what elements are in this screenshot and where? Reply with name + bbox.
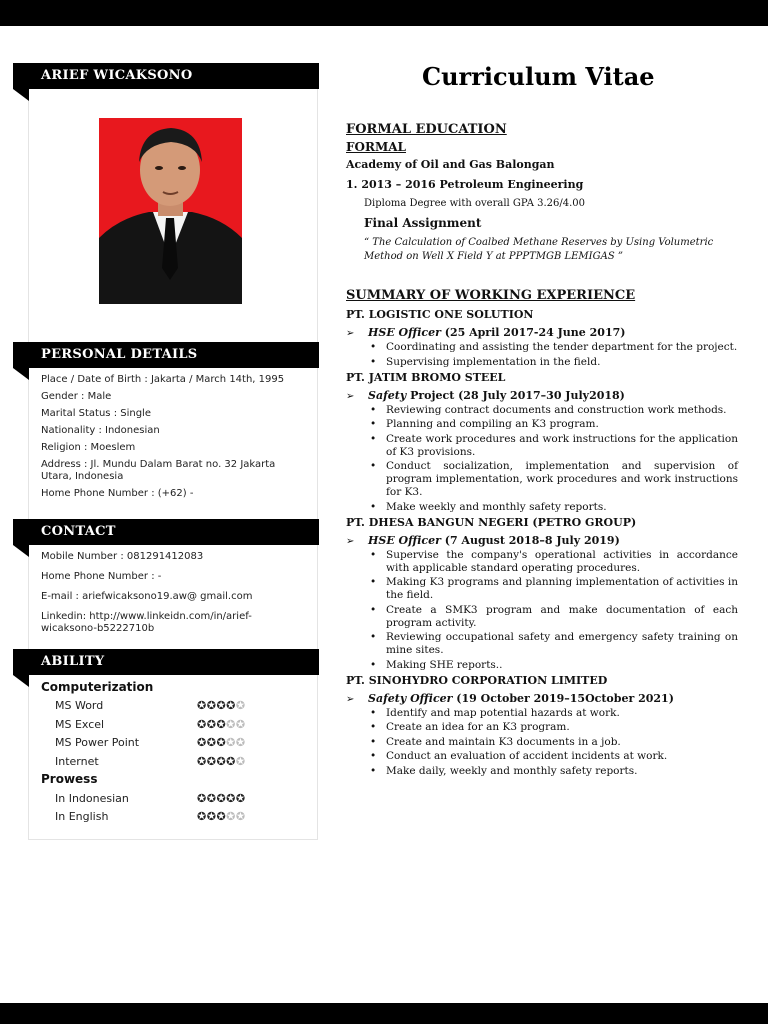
linkedin-link[interactable]: Linkedin: http://www.linkeidn.com/in/arief-wicaksono-b5222710b — [41, 611, 252, 634]
job-role: HSE Officer — [368, 533, 441, 547]
task-item: • Make daily, weekly and monthly safety reports. — [368, 765, 738, 778]
arrow-bullet-icon: ➢ — [346, 390, 355, 402]
star-empty-icon: ✪ — [226, 810, 236, 823]
degree-info: Diploma Degree with overall GPA 3.26/4.00 — [364, 198, 585, 209]
task-list — [346, 341, 738, 369]
email-link[interactable]: E-mail : ariefwicaksono19.aw@ gmail.com — [41, 591, 253, 602]
star-empty-icon: ✪ — [226, 717, 236, 731]
rating-stars — [197, 736, 246, 749]
skill-name: MS Word — [55, 699, 104, 712]
sidebar — [28, 64, 318, 840]
birth-info: Place / Date of Birth : Jakarta / March 14th, 1995 — [41, 374, 285, 385]
star-filled-icon: ✪ — [226, 699, 236, 712]
star-empty-icon: ✪ — [235, 754, 246, 768]
task-item: • Create work procedures and work instructions for the application of K3 provisions. — [368, 433, 738, 459]
star-filled-icon: ✪ — [197, 699, 207, 712]
job-role: Safety Officer — [368, 691, 453, 705]
nationality: Nationality : Indonesian — [41, 425, 160, 436]
star-empty-icon: ✪ — [235, 699, 246, 712]
company-name: PT. DHESA BANGUN NEGERI (PETRO GROUP) — [346, 515, 637, 529]
star-filled-icon: ✪ — [206, 791, 217, 805]
task-item: • Create a SMK3 program and make documentation of each program activity. — [368, 604, 738, 630]
star-filled-icon: ✪ — [206, 717, 217, 731]
task-item: • Conduct socialization, implementation and supervision of program implementation, work procedures and work instructions for K3. — [368, 460, 738, 499]
star-filled-icon: ✪ — [216, 810, 227, 823]
star-empty-icon: ✪ — [235, 736, 246, 749]
rating-stars — [197, 699, 246, 712]
address: Address : Jl. Mundu Dalam Barat no. 32 Jakarta Utara, Indonesia — [41, 459, 276, 482]
education-heading: FORMAL EDUCATION — [346, 122, 507, 137]
task-list — [346, 549, 738, 672]
job-title — [346, 389, 738, 404]
company-name: PT. LOGISTIC ONE SOLUTION — [346, 308, 534, 321]
star-filled-icon: ✪ — [197, 810, 207, 823]
arrow-bullet-icon: ➢ — [346, 328, 355, 339]
star-filled-icon: ✪ — [216, 699, 227, 712]
skill-row — [55, 810, 246, 823]
job-period: (25 April 2017-24 June 2017) — [440, 326, 626, 339]
star-filled-icon: ✪ — [226, 791, 236, 805]
task-item: • Making K3 programs and planning implementation of activities in the field. — [368, 576, 738, 602]
skill-name: In English — [55, 810, 109, 823]
skill-name: In Indonesian — [55, 791, 129, 805]
task-item: • Create an idea for an K3 program. — [368, 721, 738, 734]
company-name: PT. SINOHYDRO CORPORATION LIMITED — [346, 673, 608, 687]
star-empty-icon: ✪ — [226, 736, 236, 749]
education-subheading: FORMAL — [346, 140, 406, 154]
skill-name: MS Power Point — [55, 736, 140, 749]
job-title — [346, 326, 738, 341]
star-filled-icon: ✪ — [216, 736, 227, 749]
arrow-bullet-icon: ➢ — [346, 535, 355, 547]
skill-row — [55, 699, 246, 712]
task-item: • Identify and map potential hazards at work. — [368, 707, 738, 720]
religion: Religion : Moeslem — [41, 442, 136, 453]
rating-stars — [197, 792, 246, 805]
job-title — [346, 534, 738, 549]
school-name: Academy of Oil and Gas Balongan — [346, 158, 555, 171]
arrow-bullet-icon: ➢ — [346, 693, 355, 705]
name-header — [13, 63, 319, 89]
personal-details-header: PERSONAL DETAILS — [13, 342, 319, 368]
skill-name: MS Excel — [55, 717, 105, 731]
contact-home-phone: Home Phone Number : - — [41, 571, 162, 582]
star-filled-icon: ✪ — [206, 810, 217, 823]
star-filled-icon: ✪ — [197, 791, 207, 805]
star-filled-icon: ✪ — [216, 717, 227, 731]
task-item: • Conduct an evaluation of accident incidents at work. — [368, 750, 738, 763]
star-empty-icon: ✪ — [235, 717, 246, 731]
marital-status: Marital Status : Single — [41, 408, 151, 419]
star-filled-icon: ✪ — [197, 754, 207, 768]
task-item: • Make weekly and monthly safety reports. — [368, 501, 738, 514]
bottom-bar — [0, 1003, 768, 1024]
skill-name: Internet — [55, 754, 99, 768]
task-item: • Reviewing occupational safety and emergency safety training on mine sites. — [368, 631, 738, 657]
task-item: • Coordinating and assisting the tender department for the project. — [368, 341, 738, 354]
ability-header: ABILITY — [13, 649, 319, 675]
star-filled-icon: ✪ — [197, 736, 207, 749]
job-role: HSE Officer — [368, 326, 441, 339]
prowess-label: Prowess — [41, 772, 98, 786]
skill-row — [55, 736, 246, 749]
computerization-label: Computerization — [41, 680, 154, 694]
task-item: • Create and maintain K3 documents in a job. — [368, 736, 738, 749]
contact-header: CONTACT — [13, 519, 319, 545]
star-filled-icon: ✪ — [216, 791, 227, 805]
task-item: • Making SHE reports.. — [368, 659, 738, 672]
skill-row — [55, 754, 246, 768]
personal-details — [41, 374, 303, 500]
star-empty-icon: ✪ — [235, 810, 246, 823]
experience-heading: SUMMARY OF WORKING EXPERIENCE — [346, 288, 636, 303]
task-list — [346, 404, 738, 514]
page-title: Curriculum Vitae — [422, 62, 655, 91]
final-assignment-title: “ The Calculation of Coalbed Methane Reserves by Using Volumetric Method on Well X Field Y at PPPTMGB LEMIGAS ” — [364, 237, 714, 262]
rating-stars — [197, 810, 246, 823]
star-filled-icon: ✪ — [226, 754, 236, 768]
task-list — [346, 707, 738, 778]
mobile-number: Mobile Number : 081291412083 — [41, 551, 204, 562]
education-item: 1. 2013 – 2016 Petroleum Engineering — [346, 178, 584, 191]
job-role: Safety — [368, 388, 407, 402]
candidate-name: ARIEF WICAKSONO — [41, 68, 193, 83]
job-period: (19 October 2019–15October 2021) — [452, 691, 674, 705]
company-name: PT. JATIM BROMO STEEL — [346, 370, 506, 384]
star-filled-icon: ✪ — [206, 699, 217, 712]
star-filled-icon: ✪ — [235, 791, 246, 805]
star-filled-icon: ✪ — [216, 754, 227, 768]
home-phone: Home Phone Number : (+62) - — [41, 488, 194, 499]
main-content — [346, 122, 738, 779]
job-period: Project (28 July 2017–30 July2018) — [406, 388, 625, 402]
gender: Gender : Male — [41, 391, 112, 402]
top-bar — [0, 0, 768, 26]
rating-stars — [197, 755, 246, 768]
person-photo-icon — [99, 118, 242, 304]
experience-list — [346, 308, 738, 778]
skill-row — [55, 717, 246, 731]
task-item: • Supervising implementation in the field. — [368, 356, 738, 369]
star-filled-icon: ✪ — [206, 736, 217, 749]
task-item: • Reviewing contract documents and construction work methods. — [368, 404, 738, 417]
job-period: (7 August 2018–8 July 2019) — [440, 533, 620, 547]
task-item: • Planning and compiling an K3 program. — [368, 418, 738, 431]
profile-photo — [99, 118, 242, 304]
task-item: • Supervise the company's operational activities in accordance with applicable standard operating procedures. — [368, 549, 738, 575]
skill-row — [55, 791, 246, 805]
contact-details — [41, 551, 303, 635]
rating-stars — [197, 718, 246, 731]
final-assignment-label: Final Assignment — [364, 216, 482, 230]
job-title — [346, 692, 738, 707]
star-filled-icon: ✪ — [206, 754, 217, 768]
star-filled-icon: ✪ — [197, 717, 207, 731]
